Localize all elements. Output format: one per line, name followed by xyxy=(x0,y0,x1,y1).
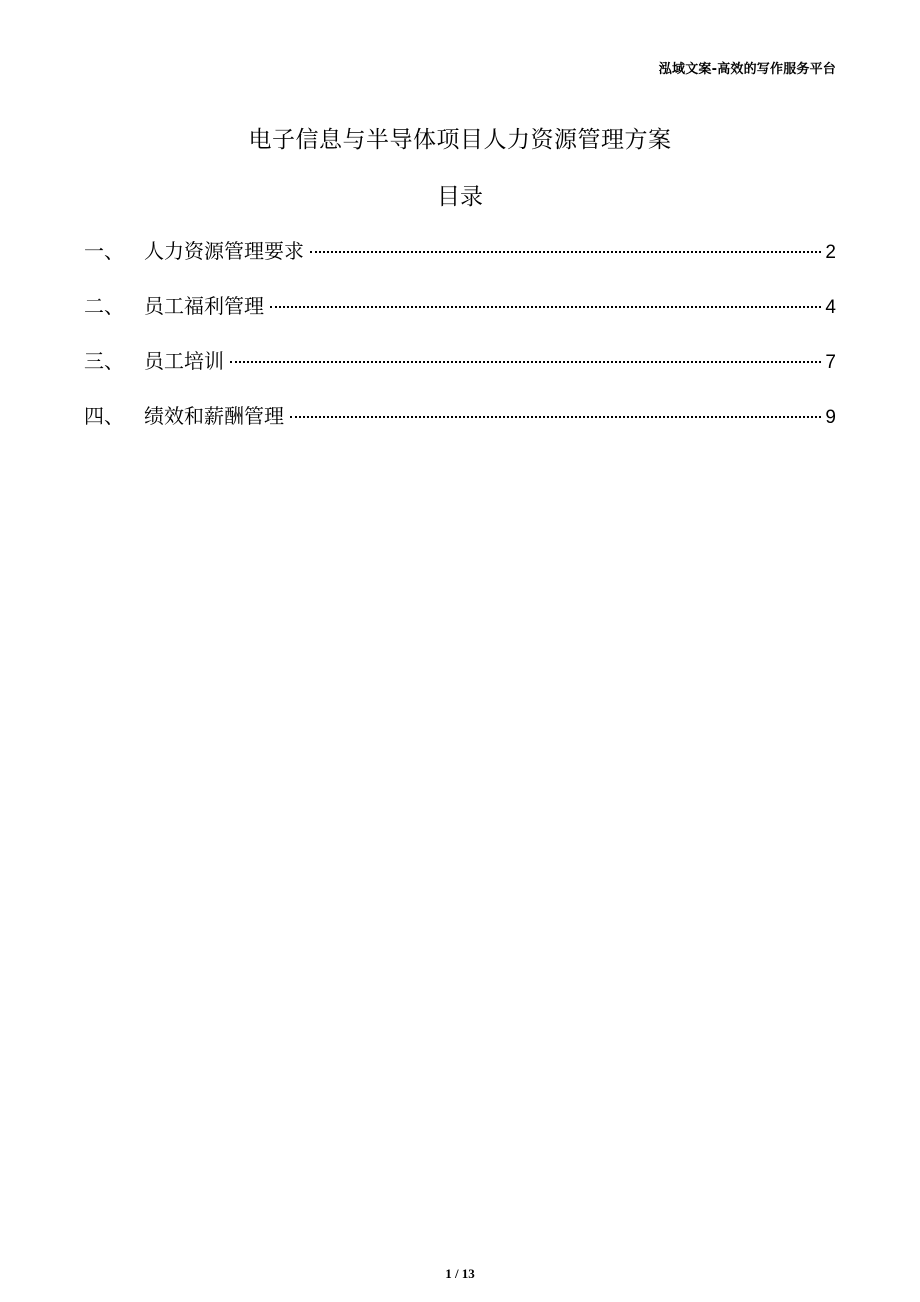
toc-dot-leader xyxy=(310,251,821,253)
toc-dot-leader xyxy=(230,361,821,363)
toc-dot-leader xyxy=(270,306,821,308)
toc-heading: 目录 xyxy=(437,184,483,210)
page-header-text: 泓域文案-高效的写作服务平台 xyxy=(658,62,836,77)
toc-entry-number: 四、 xyxy=(84,404,124,428)
document-title: 电子信息与半导体项目人力资源管理方案 xyxy=(248,127,672,153)
toc-entry-number: 一、 xyxy=(84,239,124,263)
table-of-contents xyxy=(84,231,836,451)
toc-entry[interactable] xyxy=(84,231,836,286)
toc-entry-page[interactable]: 7 xyxy=(825,352,836,373)
toc-entry-label[interactable]: 绩效和薪酬管理 xyxy=(144,404,284,428)
toc-entry[interactable] xyxy=(84,396,836,451)
toc-entry[interactable] xyxy=(84,341,836,396)
toc-entry-page[interactable]: 2 xyxy=(825,242,836,263)
toc-entry-label[interactable]: 人力资源管理要求 xyxy=(144,239,304,263)
toc-entry-label[interactable]: 员工培训 xyxy=(144,349,224,373)
toc-entry[interactable] xyxy=(84,286,836,341)
toc-entry-label[interactable]: 员工福利管理 xyxy=(144,294,264,318)
toc-entry-page[interactable]: 4 xyxy=(825,297,836,318)
toc-dot-leader xyxy=(290,416,821,418)
toc-entry-number: 二、 xyxy=(84,294,124,318)
toc-entry-number: 三、 xyxy=(84,349,124,373)
page-number-footer: 1 / 13 xyxy=(445,1266,475,1281)
toc-entry-page[interactable]: 9 xyxy=(825,407,836,428)
